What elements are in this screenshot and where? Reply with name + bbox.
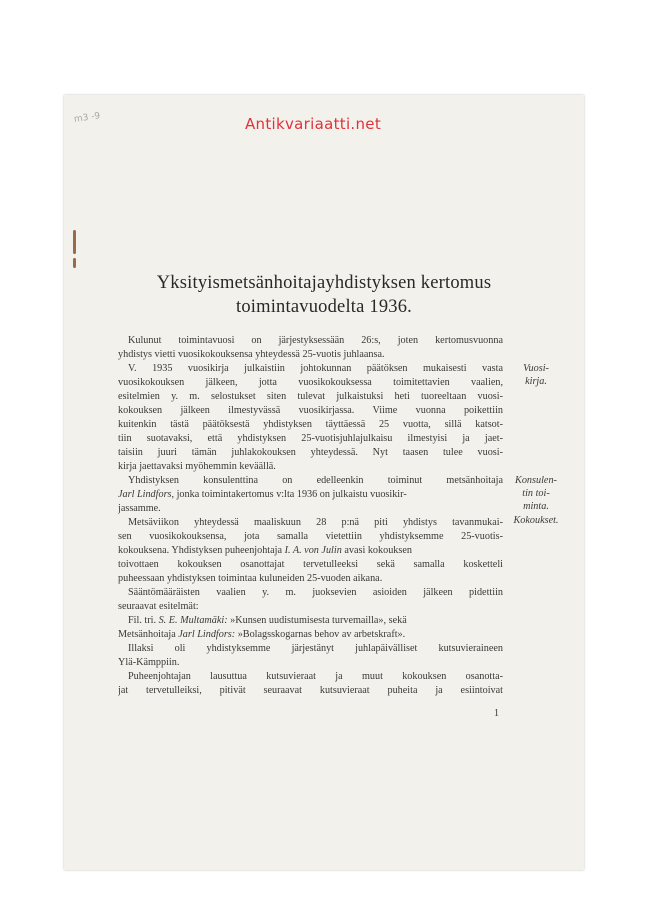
edge-stain-mark [73,258,76,268]
watermark-text: Antikvariaatti.net [245,115,382,133]
text-line: kokouksen jälkeen ilmestyvässä vuosikirjassa. Viime vuonna poikettiin [118,405,503,416]
text-line: puheessaan yhdistyksen toimintaa kuluneiden 25-vuoden aikana. [118,573,383,584]
person-name: Jarl Lindfors: [178,629,236,640]
text-line: sen vuosikokouksensa, jota samalla vietettiin yhdistyksemme 25-vuotis- [118,531,503,542]
text-line: kuitenkin tästä päätöksestä yhdistyksen täyttäessä 25 vuotta, sillä katsot- [118,419,503,430]
text-line [118,628,503,642]
person-name: I. A. von Julin [284,545,342,556]
text-line [118,614,503,628]
text-segment: »Kunsen uudistumisesta turvemailla», sekä [227,615,407,626]
sidenote-line: kirja. [525,376,547,387]
pencil-note: m3 -9 [73,111,101,125]
text-line: V. 1935 vuosikirja julkaistiin johtokunnan päätöksen mukaisesti vasta [128,363,503,374]
sidenote-kokoukset: Kokoukset. [513,515,559,526]
text-line: Kulunut toimintavuosi on järjestyksessään 26:s, joten kertomusvuonna [128,335,503,346]
text-segment: Fil. tri. [128,615,159,626]
text-line: toivottaen kokouksen osanottajat tervetulleeksi sekä samalla kosketteli [118,559,503,570]
text-line: taisiin juuri tämän juhlakokouksen yhteydessä. Nyt taasen tulee vuosi- [118,447,503,458]
text-line: tiin suotavaksi, että yhdistyksen 25-vuotisjuhlajulkaisu ilmestyisi ja jaet- [118,433,503,444]
person-name: Jarl Lindfors [118,489,172,500]
text-line: esitelmien y. m. selostukset siten tulevat julkaistuksi heti tuoreeltaan vuosi- [118,391,503,402]
title-line-2: toimintavuodelta 1936. [235,297,412,317]
text-segment: , jonka toimintakertomus v:lta 1936 on julkaistu vuosikir- [171,489,407,500]
text-line: Illaksi oli yhdistyksemme järjestänyt juhlapäivälliset kutsuvieraineen [128,643,503,654]
body-text [118,334,503,698]
title-line-1: Yksityismetsänhoitajayhdistyksen kertomus [156,273,492,293]
text-line: Yhdistyksen konsulenttina on edelleenkin toiminut metsänhoitaja [128,475,503,486]
text-segment: kokouksena. Yhdistyksen puheenjohtaja [118,545,285,556]
text-line: jat tervetulleiksi, pitivät seuraavat kutsuvieraat puheita ja esiintoivat [118,685,503,696]
sidenote-vuosikirja [506,362,566,388]
text-line: Metsäviikon yhteydessä maaliskuun 28 p:nä piti yhdistys tavanmukai- [128,517,503,528]
text-segment: avasi kokouksen [341,545,412,556]
text-line [118,488,503,502]
person-name: S. E. Multamäki: [158,615,228,626]
sidenote-line: Konsulen- [515,475,557,486]
sidenote-konsulentti [506,474,566,513]
text-line: Ylä-Kämppiin. [118,657,180,668]
text-segment: Metsänhoitaja [118,629,179,640]
sidenote-line: Vuosi- [523,363,549,374]
text-line [118,544,503,558]
text-line: jassamme. [118,503,161,514]
page-number: 1 [494,708,499,719]
document-page [64,95,584,870]
text-line: seuraavat esitelmät: [118,601,199,612]
sidenote-line: minta. [523,501,549,512]
text-line: yhdistys vietti vuosikokouksensa yhteydessä 25-vuotis juhlaansa. [118,349,385,360]
text-line: Sääntömääräisten vaalien y. m. juoksevien asioiden jälkeen pidettiin [128,587,503,598]
text-line: vuosikokouksen jälkeen, jotta vuosikokouksessa toimitettavien vaalien, [118,377,503,388]
text-line: kirja jaettavaksi myöhemmin keväällä. [118,461,276,472]
text-segment: »Bolagsskogarnas behov av arbetskraft». [235,629,406,640]
sidenote-line: tin toi- [522,488,550,499]
text-line: Puheenjohtajan lausuttua kutsuvieraat ja muut kokouksen osanotta- [128,671,503,682]
edge-stain-mark [73,230,76,254]
